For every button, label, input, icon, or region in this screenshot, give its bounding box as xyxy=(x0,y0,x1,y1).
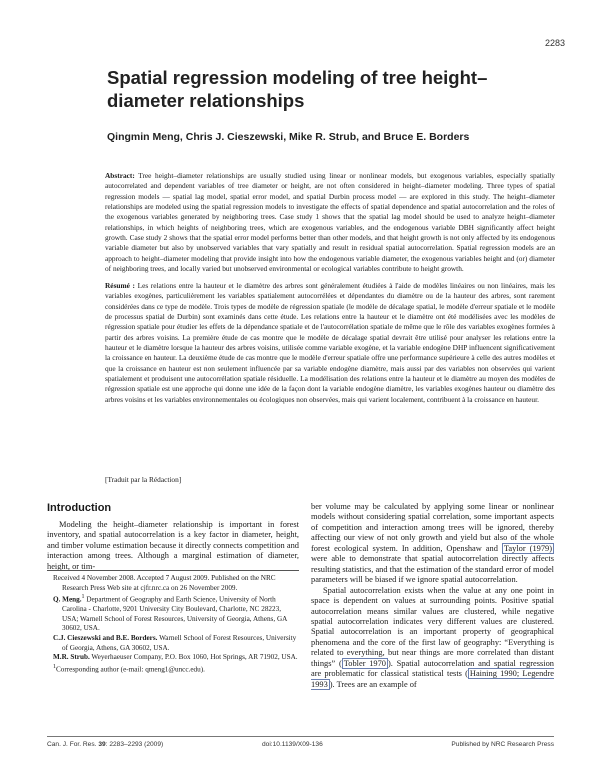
footnote-strub-aff: Weyerhaeuser Company, P.O. Box 1060, Hot Springs, AR 71902, USA. xyxy=(89,653,298,662)
footnote-strub-name: M.R. Strub. xyxy=(53,653,90,662)
body-column-right xyxy=(311,502,554,690)
abstract-label: Abstract: xyxy=(105,171,135,180)
intro-paragraph-3 xyxy=(311,586,554,691)
abstract xyxy=(105,171,555,274)
resume-text: Les relations entre la hauteur et le diamètre des arbres sont généralement étudiées à l'aide de modèles linéaires ou non linéaires, mais les variables exogènes, particulièrement les variables spatialement autocorrélées et dépendantes du diamètre ou de la hauteur des arbres, sont rarement considérées dans ce type de modèle. Trois types de modèle de régression spatiale (le modèle de décalage spatial, le modèle d'erreur spatiale et le modèle de processus spatial de Durbin) sont examinés dans cette étude. Les relations entre la hauteur et le diamètre ont été modélisées avec les modèles de régression spatiale pour étudier les effets de la dépendance spatiale et de l'autocorrélation spatiale de même que le rôle des variables exogènes formées à partir des arbres voisins. La première étude de cas montre que le modèle de décalage spatial devrait être utilisé pour analyser les relations entre la hauteur et le diamètre lorsque la hauteur des arbres voisins, utilisée comme variable exogène, et la variable endogène DHP influencent significativement la croissance en hauteur. La deuxième étude de cas montre que le modèle d'erreur spatiale offre une performance supérieure à celle des autres modèles et que la croissance en hauteur est non seulement influencée par sa variable endogène diamètre, mais aussi par des variables non observées qui varient spatialement et produisent une autocorrélation spatiale résiduelle. La modélisation des relations entre la hauteur et le diamètre au moyen des modèles de régression spatiale est une approche qui donne une idée de la façon dont la variable endogène diamètre, les variables exogènes hauteur ou diamètre des arbres voisins et les variables environnementales ou écologiques non observées, mais qui varient localement, contribuent à la croissance en hauteur. xyxy=(105,281,556,404)
footnote-affiliation-strub xyxy=(53,653,299,663)
section-heading-introduction: Introduction xyxy=(47,502,112,514)
intro-p3-text-b: ). Spatial autocorrelation and spatial regression are problematic for classical statistical tests ( xyxy=(311,658,554,679)
footnote-meng-sup: 1 xyxy=(81,594,85,601)
footnote-corr-text: Corresponding author (e-mail: qmeng1@uncc.edu). xyxy=(56,665,205,674)
abstract-text: Tree height–diameter relationships are usually studied using linear or nonlinear models, but exogenous variables, especially spatially autocorrelated and dependent variables of tree diameter or height, are not often considered in height–diameter modeling. Three types of spatial regression models — spatial lag model, spatial error model, and spatial Durbin process model — are explored in this study. The height–diameter relationships are modeled using the spatial regression models to investigate the effects of spatial dependence and spatial autocorrelation and the roles of the exogenous variables generated by neighboring trees. Case study 1 shows that the spatial lag model should be used to analyze height–diameter relationships, in which heights of neighboring trees, which are exogenous variables, and the endogenous variable DBH significantly affect height growth. Case study 2 shows that the spatial error model performs better than other models, and that height growth is not only affected by its endogenous variable diameter but also by unobserved variables that vary spatially and result in residual spatial autocorrelation. Spatial regression models are an approach to height–diameter modeling that provide insight into how the endogenous variable diameter, the exogenous variables height and (or) diameter of neighboring trees, and locally varied but unobserved environmental or ecological variables contribute to height growth. xyxy=(105,171,555,274)
citation-link-taylor[interactable]: Taylor (1979) xyxy=(503,543,552,553)
footnote-meng-name: Q. Meng. xyxy=(53,595,82,604)
footnote-corresponding xyxy=(53,663,299,675)
intro-p3-text-c: ). Trees are an example of xyxy=(329,679,417,689)
journal-citation xyxy=(47,741,163,748)
intro-p3-text-a: Spatial autocorrelation exists when the value at any one point in space is dependent on values at surrounding points. Positive spatial autocorrelation means similar values are clustered, while negative spatial autocorrelation indicates very different values are clustered. Spatial autocorrelation is an important property of geographical phenomena and the core of the first law of geography: “Everything is related to everything, but near things are more correlated than distant things” ( xyxy=(311,585,554,668)
footer-divider xyxy=(47,736,554,737)
footnote-affiliation-cieszewski-borders xyxy=(53,634,299,653)
citation-journal: Can. J. For. Res. xyxy=(47,741,99,748)
resume-label: Résumé : xyxy=(105,281,135,290)
translation-note: [Traduit par la Rédaction] xyxy=(105,475,182,484)
doi: doi:10.1139/X09-136 xyxy=(262,741,323,748)
footnote-meng-aff: Department of Geography and Earth Science, University of North Carolina - Charlotte, 9201 University City Boulevard, Charlotte, NC 28223, USA; Warnell School of Forest Resources, University of Georgia, Athens, GA 30602, USA. xyxy=(62,595,287,633)
intro-paragraph-1: Modeling the height–diameter relationship is important in forest inventory, and spatial autocorrelation is a key factor in diameter, height, and timber volume estimation because it directly connects competition and interaction among trees. Although a marginal estimation of diameter, height, or tim- xyxy=(47,520,299,571)
resume xyxy=(105,281,555,405)
footnote-affiliation-meng xyxy=(53,593,299,634)
footnote-received: Received 4 November 2008. Accepted 7 August 2009. Published on the NRC Research Press Web site at cjfr.nrc.ca on 26 November 2009. xyxy=(53,574,276,592)
footnotes xyxy=(53,574,299,675)
footnote-divider xyxy=(47,570,299,571)
citation-pages: : 2283–2293 (2009) xyxy=(105,741,164,748)
publisher: Published by NRC Research Press xyxy=(451,741,554,748)
body-column-left xyxy=(47,520,299,572)
footnote-cb-aff: Warnell School of Forest Resources, University of Georgia, Athens, GA 30602, USA. xyxy=(62,633,297,652)
intro-p2-text-a: ber volume may be calculated by applying some linear or nonlinear models without considering spatial correlation, some important aspects of competition and interaction among trees will be ignored, thereby affecting our view of not only growth and yield but also of the whole forest ecological system. In addition, Openshaw and xyxy=(311,502,554,553)
footnote-cb-name: C.J. Cieszewski and B.E. Borders. xyxy=(53,633,158,642)
citation-link-tobler[interactable]: Tobler 1970 xyxy=(343,658,386,668)
intro-paragraph-2 xyxy=(311,502,554,586)
paper-title: Spatial regression modeling of tree height–diameter relationships xyxy=(107,67,488,111)
intro-p2-text-b: were able to demonstrate that spatial autocorrelation directly affects resulting statistics, and that the estimation of the standard error of model parameters will be biased if we ignore spatial autocorrelation. xyxy=(311,554,554,585)
citation-volume: 39 xyxy=(98,741,106,748)
footnote-corr-sup: 1 xyxy=(53,663,56,670)
page-number: 2283 xyxy=(544,38,565,48)
author-list: Qingmin Meng, Chris J. Cieszewski, Mike R. Strub, and Bruce E. Borders xyxy=(107,131,470,143)
citation-link-haining-legendre[interactable]: Haining 1990; Legendre 1993 xyxy=(311,669,554,689)
